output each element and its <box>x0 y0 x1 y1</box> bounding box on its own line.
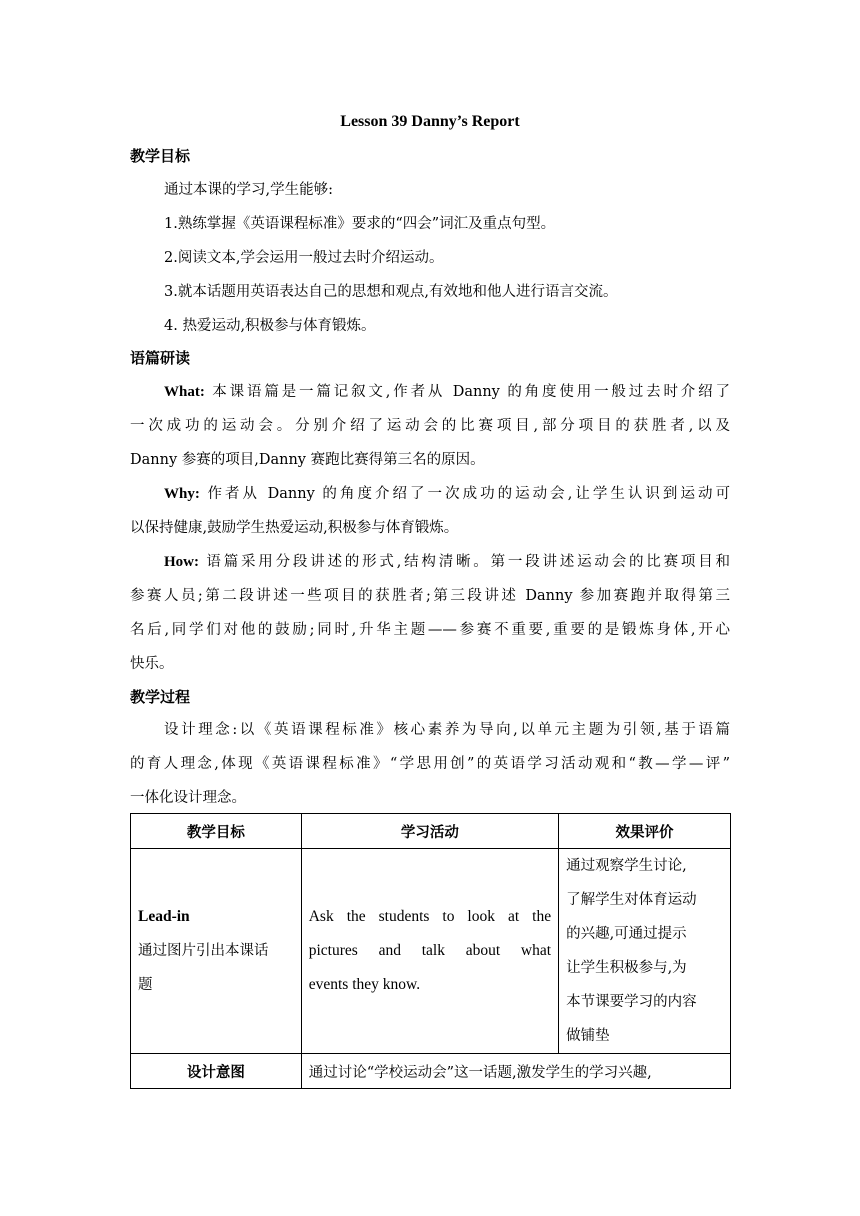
evaluation-line: 本节课要学习的内容 <box>566 994 697 1010</box>
what-line-1: What: 本课语篇是一篇记叙文,作者从 Danny 的角度使用一般过去时介绍了 <box>164 384 730 400</box>
process-line-2: 的育人理念,体现《英语课程标准》“学思用创”的英语学习活动观和“教—学—评” <box>130 756 730 772</box>
goal-line: 通过图片引出本课话 <box>138 943 269 959</box>
table-header-row <box>131 814 731 849</box>
goal-item-3: 3.就本话题用英语表达自己的思想和观点,有效地和他人进行语言交流。 <box>164 284 618 300</box>
lead-in-title: Lead-in <box>138 908 190 925</box>
evaluation-line: 了解学生对体育运动 <box>566 892 697 908</box>
activity-line: Ask the students to look at the <box>308 908 552 925</box>
cell-activity <box>301 849 558 1054</box>
why-line-1: Why: 作者从 Danny 的角度介绍了一次成功的运动会,让学生认识到运动可 <box>164 486 730 502</box>
lesson-table <box>130 813 731 1089</box>
cell-evaluation <box>559 849 731 1054</box>
what-line-3: Danny 参赛的项目,Danny 赛跑比赛得第三名的原因。 <box>130 452 485 468</box>
header-goal: 教学目标 <box>131 814 302 849</box>
evaluation-line: 的兴趣,可通过提示 <box>566 926 687 942</box>
header-activity: 学习活动 <box>301 814 558 849</box>
process-line-3: 一体化设计理念。 <box>130 790 246 806</box>
goal-item-4: 4. 热爱运动,积极参与体育锻炼。 <box>164 318 376 334</box>
what-line-2: 一次成功的运动会。分别介绍了运动会的比赛项目,部分项目的获胜者,以及 <box>130 418 730 434</box>
why-label: Why: <box>164 486 200 502</box>
cell-goal <box>131 849 302 1054</box>
activity-line: pictures and talk about what <box>308 942 552 959</box>
heading-teaching-process: 教学过程 <box>130 688 191 706</box>
why-line-2: 以保持健康,鼓励学生热爱运动,积极参与体育锻炼。 <box>130 520 459 536</box>
how-label: How: <box>164 554 199 570</box>
how-line-2: 参赛人员;第二段讲述一些项目的获胜者;第三段讲述 Danny 参加赛跑并取得第三 <box>130 588 730 604</box>
how-line-3: 名后,同学们对他的鼓励;同时,升华主题——参赛不重要,重要的是锻炼身体,开心 <box>130 622 730 638</box>
goal-item-2: 2.阅读文本,学会运用一般过去时介绍运动。 <box>164 250 444 266</box>
goals-intro: 通过本课的学习,学生能够: <box>164 182 333 198</box>
evaluation-line: 通过观察学生讨论, <box>566 858 687 874</box>
table-row <box>131 849 731 1054</box>
how-line-1: How: 语篇采用分段讲述的形式,结构清晰。第一段讲述运动会的比赛项目和 <box>164 554 730 570</box>
heading-teaching-goals: 教学目标 <box>130 147 191 165</box>
design-intent-label: 设计意图 <box>131 1054 302 1089</box>
design-intent-text: 通过讨论“学校运动会”这一话题,激发学生的学习兴趣, <box>301 1054 730 1089</box>
evaluation-line: 让学生积极参与,为 <box>566 960 687 976</box>
header-evaluation: 效果评价 <box>559 814 731 849</box>
activity-line: events they know. <box>308 976 421 993</box>
what-label: What: <box>164 384 205 400</box>
how-line-4: 快乐。 <box>130 656 174 672</box>
table-row <box>131 1054 731 1089</box>
process-line-1: 设计理念:以《英语课程标准》核心素养为导向,以单元主题为引领,基于语篇 <box>164 722 730 738</box>
goal-item-1: 1.熟练掌握《英语课程标准》要求的“四会”词汇及重点句型。 <box>164 216 556 232</box>
document-title: Lesson 39 Danny’s Report <box>340 113 520 130</box>
heading-text-study: 语篇研读 <box>130 349 191 367</box>
evaluation-line: 做铺垫 <box>566 1028 610 1044</box>
goal-line: 题 <box>138 977 153 993</box>
